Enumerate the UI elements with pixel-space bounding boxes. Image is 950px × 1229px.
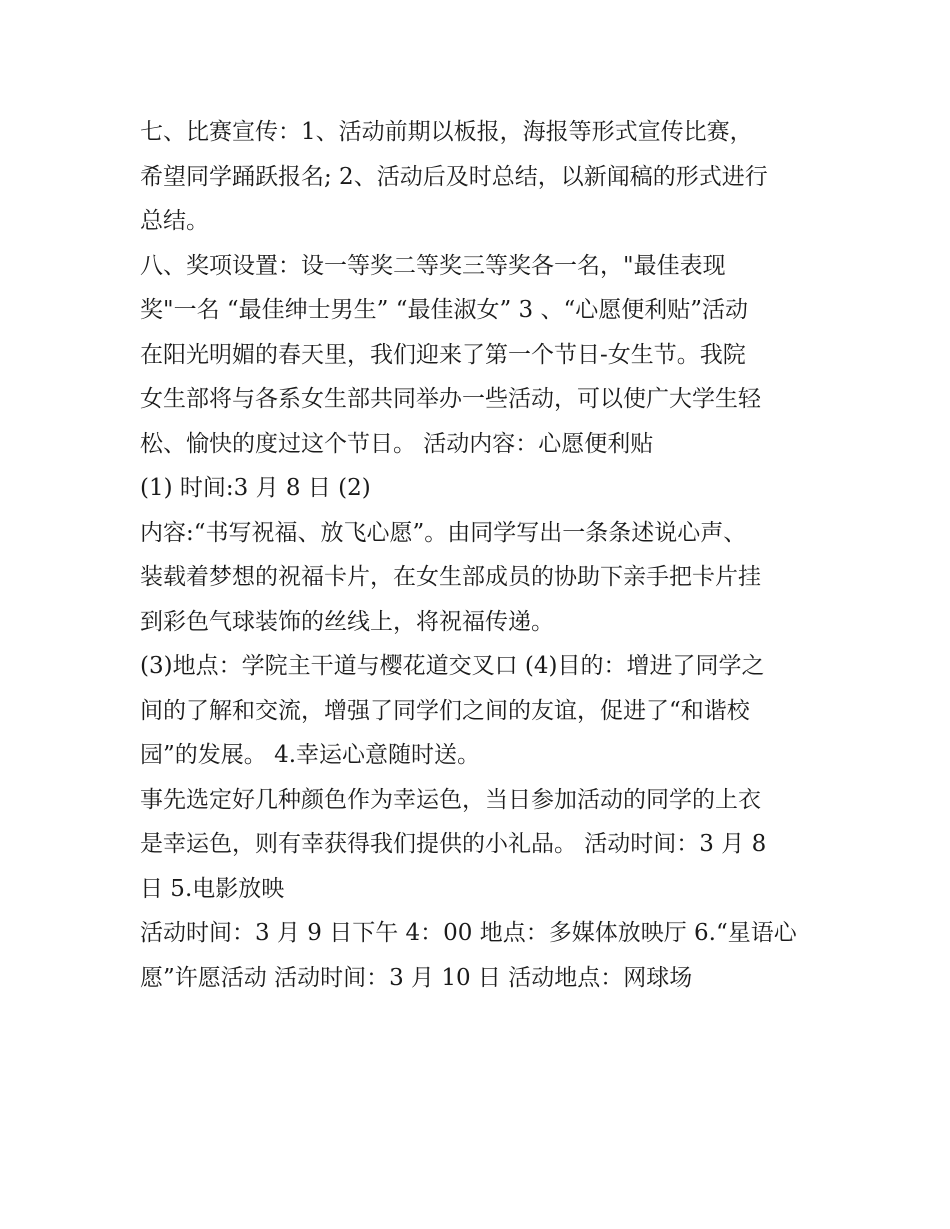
text-line-18: 日 5.电影放映 <box>140 875 285 902</box>
text-line-6: 在阳光明媚的春天里，我们迎来了第一个节日-女生节。我院 <box>140 341 746 368</box>
text-line-3: 总结。 <box>140 208 209 234</box>
text-line-14: 间的了解和交流，增强了同学们之间的友谊，促进了“和谐校 <box>140 697 750 724</box>
text-line-20: 愿”许愿活动 活动时间：3 月 10 日 活动地点：网球场 <box>140 964 693 991</box>
text-line-15: 园”的发展。 4.幸运心意随时送。 <box>140 742 481 768</box>
text-line-8: 松、愉快的度过这个节日。 活动内容：心愿便利贴 <box>140 430 654 457</box>
text-line-9: (1) 时间:3 月 8 日 (2) <box>140 475 371 501</box>
text-line-1: 七、比赛宣传：1、活动前期以板报，海报等形式宣传比赛， <box>140 119 753 145</box>
document-body <box>140 110 830 1000</box>
text-line-12: 到彩色气球装饰的丝线上，将祝福传递。 <box>140 608 554 635</box>
text-line-10: 内容:“书写祝福、放飞心愿”。由同学写出一条条述说心声、 <box>140 519 747 546</box>
text-line-19: 活动时间：3 月 9 日下午 4：00 地点：多媒体放映厅 6.“星语心 <box>140 920 797 946</box>
text-line-4: 八、奖项设置：设一等奖二等奖三等奖各一名，"最佳表现 <box>140 252 726 279</box>
text-line-13: (3)地点：学院主干道与樱花道交叉口 (4)目的：增进了同学之 <box>140 653 765 679</box>
text-line-2: 希望同学踊跃报名; 2、活动后及时总结，以新闻稿的形式进行 <box>140 163 768 190</box>
text-line-7: 女生部将与各系女生部共同举办一些活动，可以使广大学生轻 <box>140 386 761 412</box>
text-line-5: 奖"一名 “最佳绅士男生” “最佳淑女” 3 、“心愿便利贴”活动 <box>140 297 749 323</box>
text-line-11: 装载着梦想的祝福卡片，在女生部成员的协助下亲手把卡片挂 <box>140 564 761 590</box>
text-line-17: 是幸运色，则有幸获得我们提供的小礼品。 活动时间：3 月 8 <box>140 831 767 857</box>
text-line-16: 事先选定好几种颜色作为幸运色，当日参加活动的同学的上衣 <box>140 786 761 813</box>
